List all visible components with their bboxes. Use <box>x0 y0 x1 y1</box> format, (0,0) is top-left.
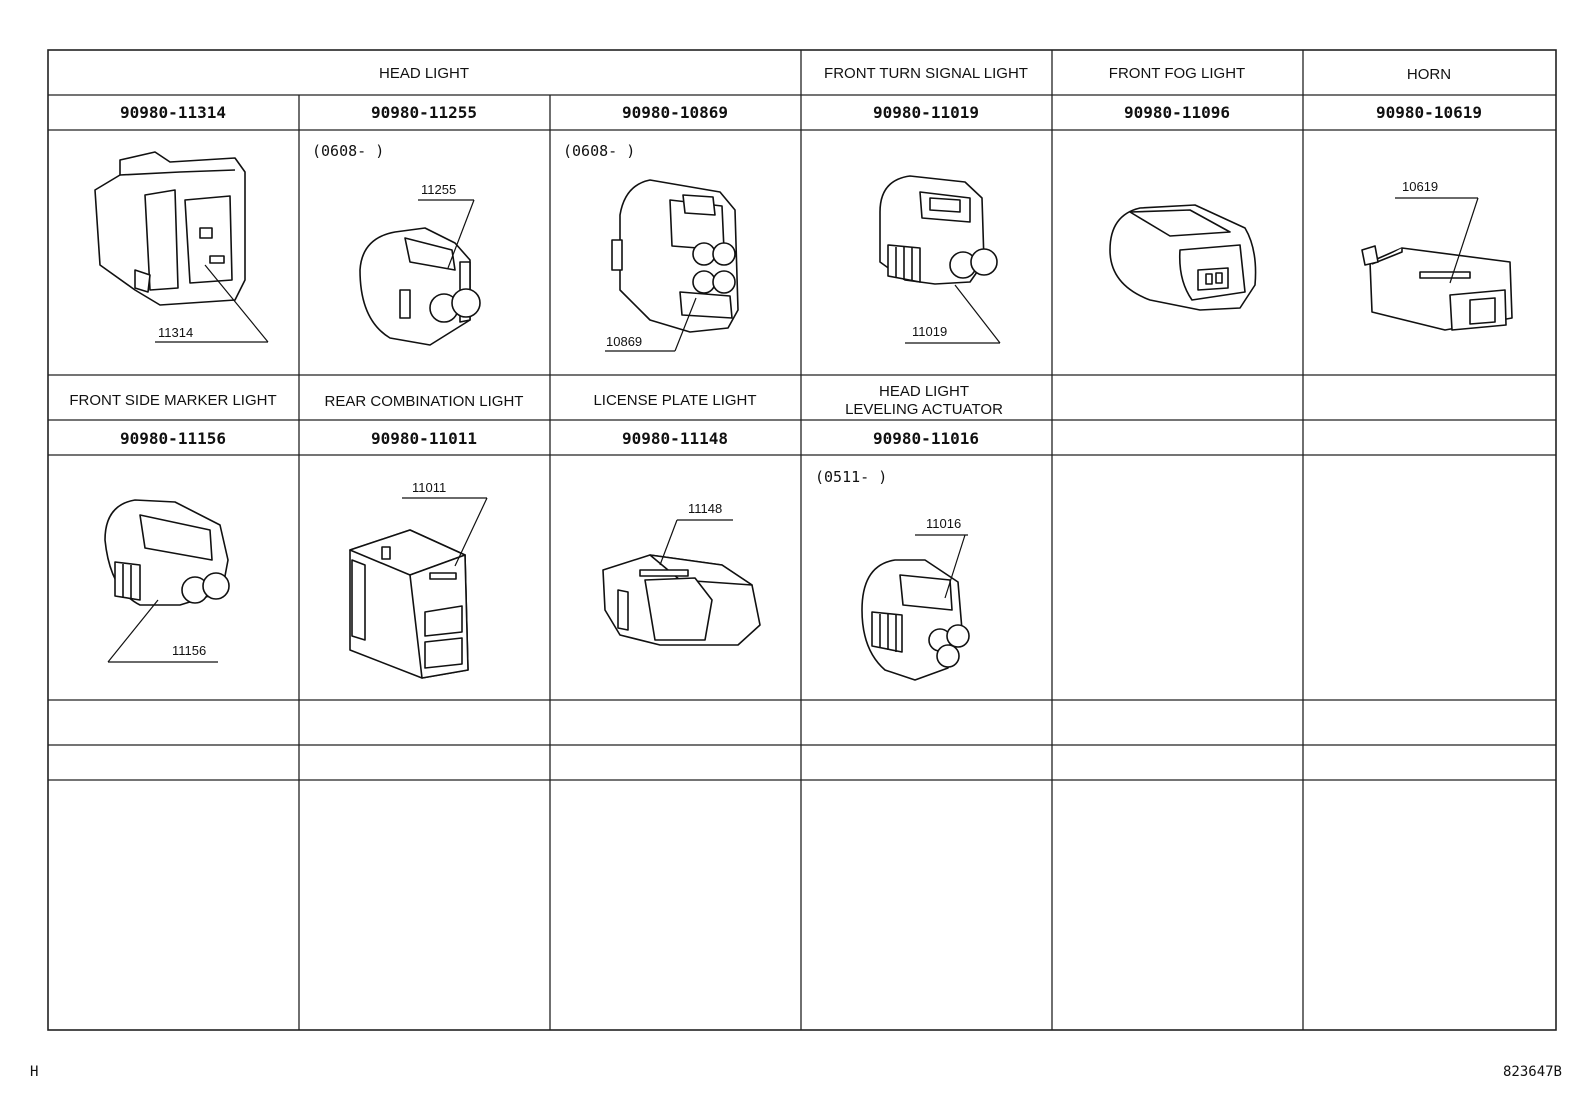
connector-10869-drawing[interactable] <box>605 180 738 351</box>
part-number-10869[interactable]: 90980-10869 <box>622 103 728 122</box>
callout-11148: 11148 <box>688 501 723 516</box>
connector-11016-drawing[interactable] <box>862 535 969 680</box>
callout-11156: 11156 <box>172 643 207 658</box>
part-number-11156[interactable]: 90980-11156 <box>120 429 226 448</box>
header-rear-combination-light: REAR COMBINATION LIGHT <box>324 393 524 410</box>
date-code-10869: (0608- ) <box>563 142 636 160</box>
header-leveling-actuator: LEVELING ACTUATOR <box>845 401 1003 418</box>
header-license-plate-light: LICENSE PLATE LIGHT <box>593 392 757 409</box>
connector-11148-drawing[interactable] <box>603 520 760 645</box>
connector-11314-drawing[interactable] <box>95 152 268 342</box>
part-number-11019[interactable]: 90980-11019 <box>873 103 979 122</box>
header-head-light-leveling: HEAD LIGHT <box>878 383 970 400</box>
connector-11096-drawing[interactable] <box>1110 205 1256 310</box>
part-number-11011[interactable]: 90980-11011 <box>371 429 477 448</box>
table-grid <box>48 50 1556 1030</box>
connector-11156-drawing[interactable] <box>105 500 229 662</box>
footer-drawing-number: 823647B <box>1502 1064 1562 1080</box>
header-horn: HORN <box>1406 66 1452 83</box>
header-front-side-marker-light: FRONT SIDE MARKER LIGHT <box>69 392 277 409</box>
header-front-fog-light: FRONT FOG LIGHT <box>1108 65 1246 82</box>
callout-11016: 11016 <box>926 516 962 531</box>
date-code-11016: (0511- ) <box>815 468 888 486</box>
callout-10619: 10619 <box>1402 179 1439 194</box>
part-number-10619[interactable]: 90980-10619 <box>1376 103 1482 122</box>
callout-10869: 10869 <box>606 334 643 349</box>
footer-left-code: H <box>30 1064 39 1080</box>
header-head-light: HEAD LIGHT <box>378 65 470 82</box>
callout-11314: 11314 <box>158 325 194 340</box>
part-number-11255[interactable]: 90980-11255 <box>371 103 477 122</box>
callout-11255: 11255 <box>421 182 457 197</box>
part-number-11148[interactable]: 90980-11148 <box>622 429 728 448</box>
callout-11019: 11019 <box>912 324 948 339</box>
date-code-11255: (0608- ) <box>312 142 385 160</box>
part-number-11016[interactable]: 90980-11016 <box>873 429 979 448</box>
connector-11019-drawing[interactable] <box>880 176 1000 343</box>
part-number-11096[interactable]: 90980-11096 <box>1124 103 1230 122</box>
header-front-turn-signal-light: FRONT TURN SIGNAL LIGHT <box>824 65 1028 82</box>
part-number-11314[interactable]: 90980-11314 <box>120 103 226 122</box>
connector-11255-drawing[interactable] <box>360 200 480 345</box>
callout-11011: 11011 <box>412 480 447 495</box>
connector-10619-drawing[interactable] <box>1362 198 1512 330</box>
connector-11011-drawing[interactable] <box>350 498 487 678</box>
